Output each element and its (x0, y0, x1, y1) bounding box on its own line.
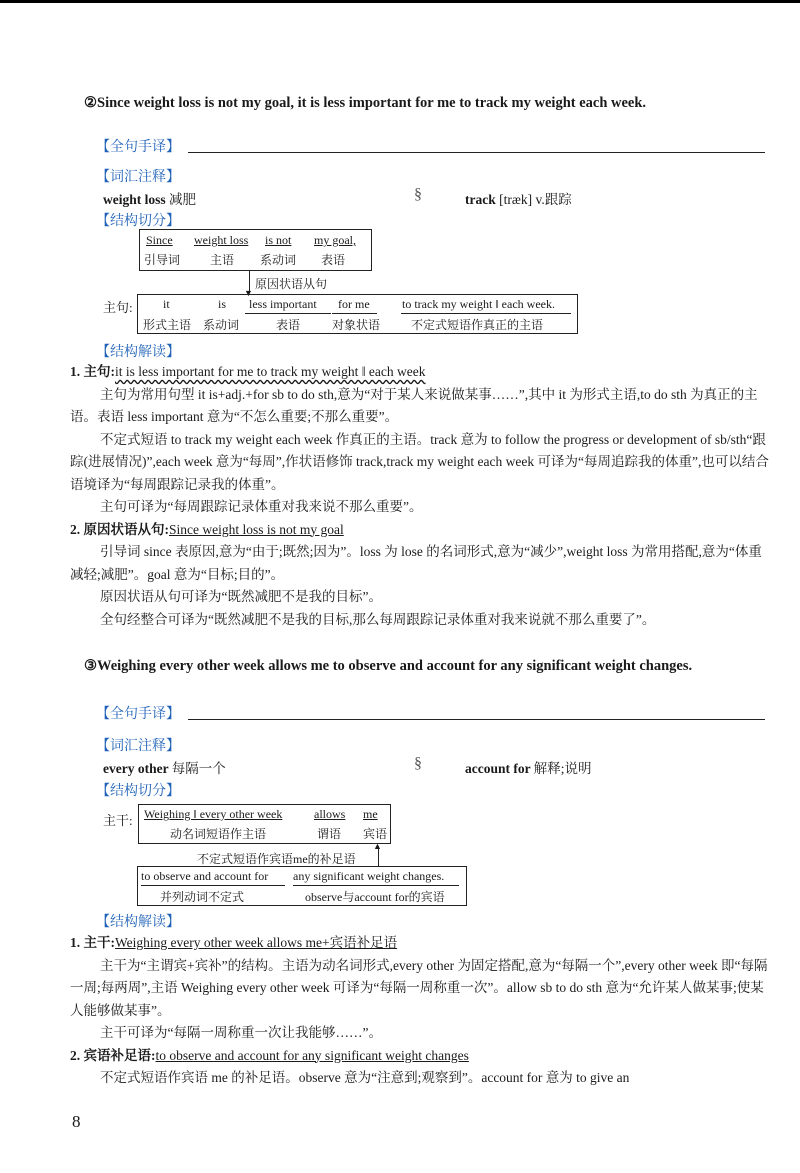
tag-explain-3: 【结构解读】 (96, 914, 180, 930)
paragraph: 不定式短语作宾语 me 的补足语。observe 意为“注意到;观察到”。account for 意为 to give an (100, 1070, 630, 1085)
arrow-label: 不定式短语作宾语me的补足语 (197, 852, 356, 866)
sentence-2-title: ②Since weight loss is not my goal, it is less important for me to track my weight each week. (84, 95, 647, 111)
underline (401, 313, 571, 314)
tag-translate-2: 【全句手译】 (96, 139, 180, 155)
underline (332, 313, 377, 314)
main-role: 形式主语 (143, 318, 192, 332)
translation-blank-3[interactable] (188, 705, 765, 720)
vocab-every-other: every other 每隔一个 (103, 761, 226, 776)
arrow-head-icon: ▼ (244, 288, 253, 298)
main-word: less important (249, 297, 317, 311)
complement-role: 并列动词不定式 (160, 890, 245, 904)
vocab-separator-icon: § (414, 755, 422, 772)
tag-struct-2: 【结构切分】 (96, 213, 180, 229)
paragraph: 原因状语从句可译为“既然减肥不是我的目标”。 (100, 589, 382, 604)
main-clause-label: 主句: (103, 300, 133, 315)
vocab-account-for: account for 解释;说明 (465, 761, 592, 776)
underline (293, 885, 459, 886)
clause-role: 主语 (210, 253, 235, 267)
explanation-3 (70, 932, 770, 1090)
main-role: 不定式短语作真正的主语 (411, 318, 544, 332)
paragraph: 全句经整合可译为“既然减肥不是我的目标,那么每周跟踪记录体重对我来说就不那么重要了”。 (100, 611, 656, 627)
underline (141, 885, 285, 886)
main-word: for me (338, 297, 370, 311)
trunk-role: 动名词短语作主语 (170, 827, 267, 841)
tag-explain-2: 【结构解读】 (96, 344, 180, 360)
heading-reason-clause-text: Since weight loss is not my goal (169, 521, 344, 537)
tag-vocab-2: 【词汇注释】 (96, 169, 180, 185)
translation-blank-2[interactable] (188, 138, 765, 153)
clause-role: 表语 (321, 253, 346, 267)
paragraph: 主句为常用句型 it is+adj.+for sb to do sth,意为“对于某人来说做某事……”,其中 it 为形式主语,to do sth 为真正的主语。表语 less important 意为“不怎么重要;不那么重要”。 (70, 386, 758, 424)
clause-word: my goal, (314, 233, 356, 247)
vocab-track: track [træk] v.跟踪 (465, 192, 572, 207)
complement-word: to observe and account for (141, 869, 269, 883)
tag-translate-3: 【全句手译】 (96, 706, 180, 722)
clause-role: 引导词 (144, 253, 181, 267)
paragraph: 主干为“主谓宾+宾补”的结构。主语为动名词形式,every other 为固定搭配,意为“每隔一个”,every other week 即“每隔一周;每两周”,主语 Weighing every other week 可译为“每隔一周称重一次”。allow sb to do sth 意为“允许某人做某事;使某人能够做某事”。 (70, 957, 768, 1018)
heading-complement: 2. 宾语补足语: (70, 1047, 156, 1063)
trunk-role: 谓语 (317, 827, 342, 841)
explanation-2 (70, 361, 770, 631)
page-number: 8 (72, 1112, 81, 1131)
heading-main-clause: 1. 主句: (70, 364, 115, 379)
main-role: 对象状语 (332, 318, 381, 332)
paragraph: 主干可译为“每隔一周称重一次让我能够……”。 (100, 1025, 382, 1040)
paragraph: 主句可译为“每周跟踪记录体重对我来说不那么重要”。 (100, 499, 423, 514)
top-rule (0, 0, 800, 3)
trunk-word: Weighing ‖ every other week (144, 807, 283, 821)
vocab-separator-icon: § (414, 186, 422, 203)
heading-main-clause-text: it is less important for me to track my weight ‖ each week (115, 364, 426, 379)
clause-word: Since (146, 233, 173, 247)
complement-role: observe与account for的宾语 (305, 890, 445, 904)
sentence-3-title: ③Weighing every other week allows me to observe and account for any significant weight changes. (84, 658, 693, 674)
main-role: 表语 (276, 318, 301, 332)
main-word: is (218, 297, 227, 311)
trunk-role: 宾语 (363, 827, 388, 841)
tag-vocab-3: 【词汇注释】 (96, 738, 180, 754)
arrow-head-icon: ▲ (373, 841, 382, 851)
heading-trunk: 1. 主干: (70, 935, 115, 950)
main-trunk-label: 主干: (103, 813, 133, 828)
tag-struct-3: 【结构切分】 (96, 783, 180, 799)
heading-complement-text: to observe and account for any significant weight changes (155, 1047, 469, 1063)
complement-word: any significant weight changes. (293, 869, 445, 883)
trunk-word: me (363, 807, 378, 821)
underline (245, 313, 331, 314)
paragraph: 不定式短语 to track my weight each week 作真正的主语。track 意为 to follow the progress or development of sb/sth“跟踪(进展情况)”,each week 意为“每周”,作状语修饰 track,track my weight each week 可译为“每周追踪我的体重”,也可以结合语境译为“每周跟踪记录我的体重”。 (70, 431, 769, 492)
heading-trunk-text: Weighing every other week allows me+宾语补足语 (115, 935, 398, 950)
vocab-weight-loss: weight loss 减肥 (103, 192, 197, 207)
clause-arrow-label: 原因状语从句 (255, 277, 328, 291)
clause-role: 系动词 (260, 253, 297, 267)
clause-word: is not (265, 233, 292, 247)
trunk-word: allows (314, 807, 346, 821)
paragraph: 引导词 since 表原因,意为“由于;既然;因为”。loss 为 lose 的名词形式,意为“减少”,weight loss 为常用搭配,意为“体重减轻;减肥”。goal 意为“目标;目的”。 (70, 544, 762, 582)
main-word: it (163, 297, 170, 311)
clause-word: weight loss (194, 233, 249, 247)
heading-reason-clause: 2. 原因状语从句: (70, 521, 169, 537)
main-word: to track my weight ‖ each week. (402, 297, 555, 311)
main-role: 系动词 (203, 318, 240, 332)
